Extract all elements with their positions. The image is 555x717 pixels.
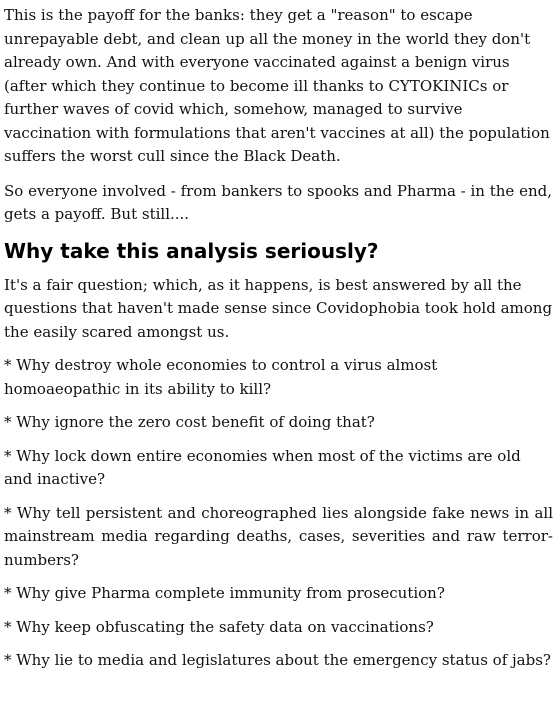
question-item-safety-data: * Why keep obfuscating the safety data on vaccinations? — [4, 617, 434, 636]
paragraph-payoff-banks: This is the payoff for the banks: they get a "reason" to escape unrepayable debt, and clean up all the money in the world they don't already own. And with everyone vaccinated against a benign virus (after which they continue to become ill thanks to CYTOKINICs or further waves of covid which, somehow, managed to survive vaccination with formulations that aren't vaccines at all) the population suffers the worst cull since the Black Death. — [4, 6, 550, 165]
question-item-emergency-status: * Why lie to media and legislatures about the emergency status of jabs? — [4, 651, 551, 669]
question-item-lies: * Why tell persistent and choreographed lies alongside fake news in all mainstream media regarding deaths, cases, severities and raw terror-numbers? — [4, 503, 553, 569]
question-item-economies: * Why destroy whole economies to control a virus almost homoaeopathic in its ability to kill? — [4, 356, 438, 398]
question-item-lockdown: * Why lock down entire economies when most of the victims are old and inactive? — [4, 446, 521, 488]
question-item-immunity: * Why give Pharma complete immunity from prosecution? — [4, 584, 445, 602]
paragraph-intro: It's a fair question; which, as it happens, is best answered by all the questions that haven't made sense since Covidophobia took hold among the easily scared amongst us. — [4, 275, 553, 341]
paragraph-payoff-everyone: So everyone involved - from bankers to spooks and Pharma - in the end, gets a payoff. But still.... — [4, 181, 552, 223]
section-heading: Why take this analysis seriously? — [4, 238, 379, 263]
question-item-zero-cost: * Why ignore the zero cost benefit of doing that? — [4, 413, 375, 431]
